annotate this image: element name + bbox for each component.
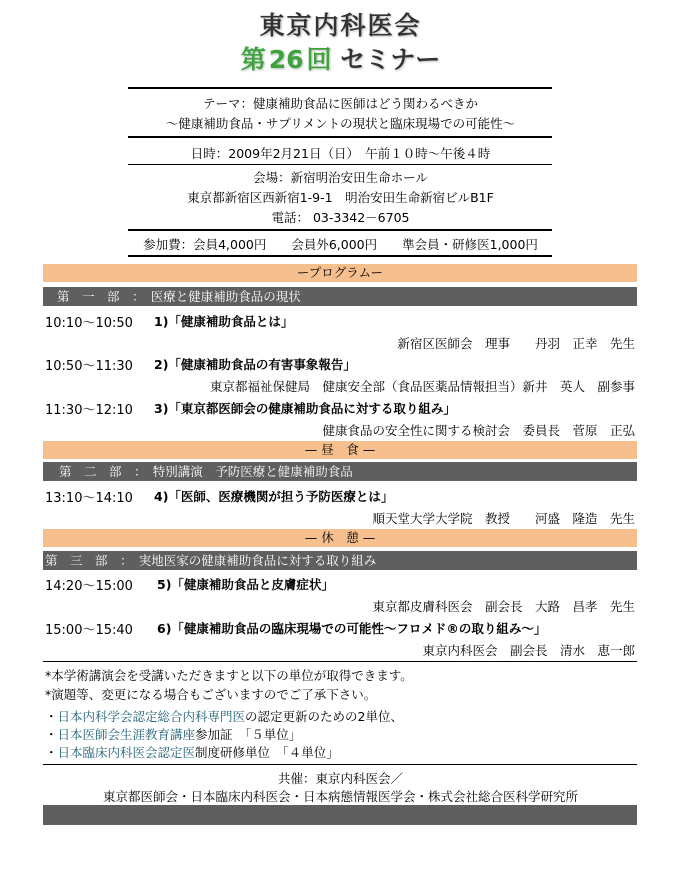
org-title: 東京内科医会 [259, 11, 422, 40]
talk6-speaker: 東京内科医会 副会長 清水 恵一郎 [422, 643, 635, 658]
seminar-title [0, 40, 681, 76]
note-changes: *演題等、変更になる場合もございますのでご了承下さい。 [45, 687, 377, 702]
seminar-prefix: 第 [240, 45, 266, 74]
talk2-time: 10:50〜11:30 [45, 359, 133, 374]
event-date: 日時：2009年2月21日（日） 午前１０時〜午後４時 [190, 146, 491, 161]
divider [128, 87, 552, 89]
break-bar: — 休 憩 — [43, 529, 637, 547]
credit-link-rinsho[interactable]: 日本臨床内科医会認定医 [57, 745, 196, 760]
seminar-kai: 回 [306, 45, 332, 74]
sponsor-line2: 東京都医師会・日本臨床内科医会・日本病態情報医学会・株式会社総合医科学研究所 [102, 789, 578, 804]
divider [128, 229, 552, 231]
talk2-speaker: 東京都福祉保健局 健康安全部（食品医薬品情報担当）新井 英人 副参事 [209, 379, 635, 394]
talk5-title: 5)「健康補助食品と皮膚症状」 [157, 577, 334, 592]
lunch-bar: — 昼 食 — [43, 441, 637, 459]
credit-item: ・日本内科学会認定総合内科専門医の認定更新のための2単位、 [45, 709, 403, 724]
talk1-title: 1)「健康補助食品とは」 [154, 314, 294, 329]
divider [128, 136, 552, 138]
theme-line2: 〜健康補助食品・サプリメントの現状と臨床現場での可能性〜 [165, 116, 516, 131]
participation-fee: 参加費：会員4,000円 会員外6,000円 準会員・研修医1,000円 [143, 237, 538, 252]
talk1-time: 10:10〜10:50 [45, 316, 133, 331]
program-header: ープログラムー [43, 264, 637, 282]
event-address: 東京都新宿区西新宿1-9-1 明治安田生命新宿ビルB1F [187, 190, 494, 205]
seminar-number: 26 [268, 45, 304, 74]
sponsor-line1: 共催：東京内科医会／ [277, 771, 403, 786]
talk4-title: 4)「医師、医療機関が担う予防医療とは」 [154, 489, 394, 504]
divider [128, 164, 552, 165]
note-credits: *本学術講演会を受講いただきますと以下の単位が取得できます。 [45, 668, 413, 683]
part3-header: 第 三 部 ： 実地医家の健康補助食品に対する取り組み [43, 551, 637, 570]
talk2-title: 2)「健康補助食品の有害事象報告」 [154, 357, 356, 372]
part2-header: 第 二 部 ： 特別講演 予防医療と健康補助食品 [43, 462, 637, 481]
part1-header: 第 一 部 ： 医療と健康補助食品の現状 [43, 287, 637, 306]
credit-link-naika[interactable]: 日本内科学会認定総合内科専門医 [57, 709, 246, 724]
talk6-time: 15:00〜15:40 [45, 623, 133, 638]
divider [128, 255, 552, 257]
event-phone: 電話： 03-3342－6705 [271, 210, 410, 225]
talk6-title: 6)「健康補助食品の臨床現場での可能性〜フロメド®の取り組み〜」 [157, 621, 547, 636]
credit-item: ・日本臨床内科医会認定医制度研修単位 「４単位」 [45, 745, 339, 760]
footer-bar [43, 805, 637, 825]
talk5-speaker: 東京都皮膚科医会 副会長 大路 昌孝 先生 [372, 599, 635, 614]
talk5-time: 14:20〜15:00 [45, 579, 133, 594]
talk4-speaker: 順天堂大学大学院 教授 河盛 隆造 先生 [372, 511, 635, 526]
talk4-time: 13:10〜14:10 [45, 491, 133, 506]
theme-line1: テーマ：健康補助食品に医師はどう関わるべきか [202, 96, 478, 111]
credit-link-ishikai[interactable]: 日本医師会生涯教育講座 [57, 727, 196, 742]
credit-item: ・日本医師会生涯教育講座参加証 「５単位」 [45, 727, 302, 742]
talk3-time: 11:30〜12:10 [45, 403, 133, 418]
divider [43, 764, 637, 765]
talk3-speaker: 健康食品の安全性に関する検討会 委員長 菅原 正弘 [322, 423, 635, 438]
event-venue: 会場：新宿明治安田生命ホール [253, 170, 428, 185]
talk1-speaker: 新宿区医師会 理事 丹羽 正幸 先生 [397, 336, 635, 351]
talk3-title: 3)「東京都医師会の健康補助食品に対する取り組み」 [154, 401, 456, 416]
divider [43, 661, 637, 662]
seminar-word: セミナー [340, 45, 441, 74]
